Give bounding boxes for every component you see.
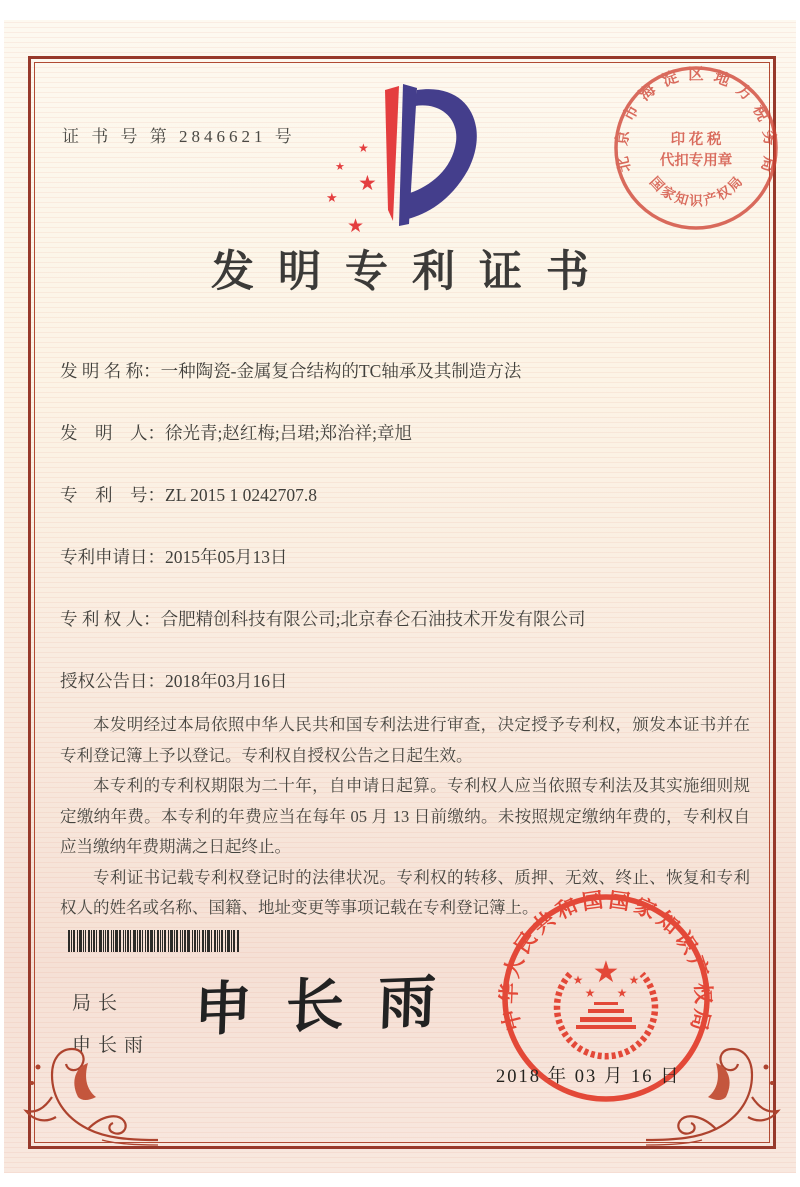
svg-text:★: ★ <box>358 171 377 195</box>
certificate-number: 证 书 号 第 2846621 号 <box>62 127 296 146</box>
field-label: 专 利 权 人： <box>60 609 161 629</box>
field-label: 专利申请日： <box>60 547 165 567</box>
tax-seal-bottom-text: 国家知识产权局 <box>646 173 746 209</box>
emblem-small-star: ★ <box>584 986 596 1000</box>
field-label: 授权公告日： <box>60 671 165 691</box>
cnipa-patent-logo-icon <box>322 80 487 240</box>
emblem-small-star: ★ <box>616 986 628 1000</box>
tax-seal-center-line1: 印 花 税 <box>670 132 722 148</box>
emblem-small-star: ★ <box>628 973 640 987</box>
national-emblem <box>557 956 655 1056</box>
field-value: 一种陶瓷-金属复合结构的TC轴承及其制造方法 <box>160 361 522 381</box>
emblem-small-star: ★ <box>572 973 584 987</box>
field-list <box>60 358 750 730</box>
logo-stars <box>326 141 377 235</box>
field-value: ZL 2015 1 0242707.8 <box>165 485 317 505</box>
field-patent-number <box>60 482 750 508</box>
emblem-big-star: ★ <box>592 956 620 989</box>
legal-paragraph-3: 专利证书记载专利权登记时的法律状况。专利权的转移、质押、无效、终止、恢复和专利权人的姓名或名称、国籍、地址变更等事项记载在专利登记簿上。 <box>60 867 750 918</box>
field-label: 专 利 号： <box>60 485 165 505</box>
stamp-tax-seal <box>610 62 782 239</box>
barcode <box>68 930 296 957</box>
field-value: 合肥精创科技有限公司;北京春仑石油技术开发有限公司 <box>160 609 586 629</box>
svg-text:★: ★ <box>335 161 345 173</box>
field-filing-date <box>60 544 750 570</box>
corner-flourish-icon <box>646 1037 786 1157</box>
legal-paragraph-2: 本专利的专利权期限为二十年，自申请日起算。专利权人应当依照专利法及其实施细则规定缴纳年费。本专利的年费应当在每年 05 月 13 日前缴纳。未按照规定缴纳年费的，专利权自应当缴纳年费期满之日起终止。 <box>60 776 750 857</box>
logo-p-bowl <box>408 89 477 219</box>
certificate-paper <box>4 20 796 1173</box>
field-label: 发 明 名 称： <box>60 361 161 381</box>
svg-text:★: ★ <box>326 190 338 205</box>
field-invention-name <box>60 358 750 384</box>
legal-paragraph-1: 本发明经过本局依照中华人民共和国专利法进行审查，决定授予专利权，颁发本证书并在专利登记簿上予以登记。专利权自授权公告之日起生效。 <box>60 715 750 765</box>
field-grant-date <box>60 668 750 694</box>
document-title: 发明专利证书 <box>211 249 613 296</box>
field-inventors <box>60 420 750 446</box>
field-value: 2018年03月16日 <box>165 671 288 691</box>
corner-flourish-icon <box>18 1037 158 1157</box>
tax-seal-center-line2: 代扣专用章 <box>659 153 733 169</box>
field-value: 徐光青;赵红梅;吕珺;郑治祥;章旭 <box>165 423 412 443</box>
field-patentee <box>60 606 750 632</box>
seal-date: 2018 年 03 月 16 日 <box>496 1067 681 1087</box>
commissioner-name: 申长雨 <box>72 1035 151 1056</box>
handwritten-signature: 申长雨 <box>192 968 471 1043</box>
commissioner-title: 局长 <box>72 993 125 1014</box>
logo-red-wedge <box>385 86 399 221</box>
field-label: 发 明 人： <box>60 423 165 443</box>
seal-ring-text: 中华人民共和国国家知识产权局 <box>498 890 714 1034</box>
svg-text:国家知识产权局 <box>647 173 745 208</box>
field-value: 2015年05月13日 <box>165 547 288 567</box>
tax-seal-top-text: 北京市海淀区地方税务局 <box>613 66 779 174</box>
emblem-tiananmen <box>576 1002 636 1029</box>
svg-text:★: ★ <box>347 216 365 235</box>
svg-text:★: ★ <box>358 141 369 155</box>
